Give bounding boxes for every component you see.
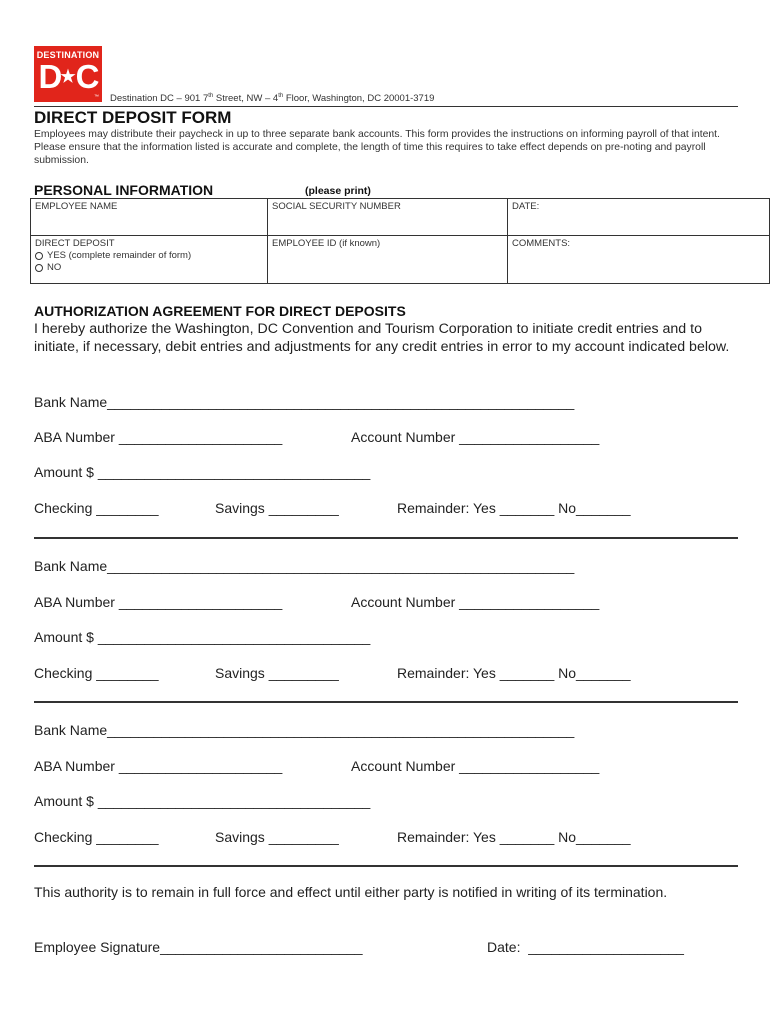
bank-name-field-2[interactable]: Bank Name____________________________________________________________: [34, 558, 575, 574]
amount-field-3[interactable]: Amount $ ___________________________________: [34, 793, 371, 809]
bank-name-field-1[interactable]: Bank Name____________________________________________________________: [34, 394, 575, 410]
trademark-mark: ™: [94, 94, 99, 100]
account-number-field-3[interactable]: Account Number __________________: [351, 758, 600, 774]
savings-field-2[interactable]: Savings _________: [215, 665, 339, 681]
remainder-field-1[interactable]: Remainder: Yes _______ No_______: [397, 500, 631, 516]
employee-id-cell[interactable]: [267, 235, 507, 283]
no-label: NO: [47, 262, 62, 273]
aba-number-field-1[interactable]: ABA Number _____________________: [34, 429, 283, 445]
authorization-text: I hereby authorize the Washington, DC Convention and Tourism Corporation to initiate credit entries and to initiate, if necessary, debit entries and adjustments for any credit entries in error to my account indicated below.: [34, 321, 730, 355]
yes-label: YES (complete remainder of form): [47, 250, 192, 261]
direct-deposit-no-option[interactable]: [35, 262, 263, 273]
signature-date-field[interactable]: Date: ____________________: [487, 939, 684, 955]
account-number-field-2[interactable]: Account Number __________________: [351, 594, 600, 610]
no-radio[interactable]: [35, 264, 43, 272]
logo-line1: DESTINATION: [36, 50, 100, 60]
form-intro: Employees may distribute their paycheck in up to three separate bank accounts. This form provides the instructions on informing payroll of that intent. Please ensure that the information listed is accurate and complete, the length of time this requires to take effect depends on pre-noting and payroll submission.: [34, 129, 720, 166]
destination-dc-logo: [34, 46, 102, 102]
amount-field-1[interactable]: Amount $ ___________________________________: [34, 464, 371, 480]
checking-field-2[interactable]: Checking ________: [34, 665, 159, 681]
amount-field-2[interactable]: Amount $ ___________________________________: [34, 629, 371, 645]
direct-deposit-cell: [31, 235, 267, 283]
employee-name-cell[interactable]: [31, 199, 267, 235]
authorization-heading: AUTHORIZATION AGREEMENT FOR DIRECT DEPOSITS: [34, 303, 406, 319]
form-title: DIRECT DEPOSIT FORM: [34, 108, 232, 127]
comments-label: COMMENTS:: [512, 238, 571, 249]
checking-field-3[interactable]: Checking ________: [34, 829, 159, 845]
employee-id-label: EMPLOYEE ID (if known): [272, 238, 381, 249]
employee-name-label: EMPLOYEE NAME: [35, 201, 118, 212]
ssn-label: SOCIAL SECURITY NUMBER: [272, 201, 401, 212]
personal-info-table: [30, 198, 770, 284]
logo-letter-d: D: [38, 58, 61, 95]
employee-signature-field[interactable]: Employee Signature__________________________: [34, 939, 363, 955]
savings-field-3[interactable]: Savings _________: [215, 829, 339, 845]
comments-cell[interactable]: [507, 235, 769, 283]
organization-address: Destination DC – 901 7th Street, NW – 4th Floor, Washington, DC 20001-3719: [110, 93, 435, 105]
please-print-note: (please print): [305, 185, 371, 197]
account-divider-1: [34, 537, 738, 539]
account-number-field-1[interactable]: Account Number __________________: [351, 429, 600, 445]
yes-radio[interactable]: [35, 252, 43, 260]
bank-name-field-3[interactable]: Bank Name____________________________________________________________: [34, 722, 575, 738]
aba-number-field-2[interactable]: ABA Number _____________________: [34, 594, 283, 610]
savings-field-1[interactable]: Savings _________: [215, 500, 339, 516]
direct-deposit-yes-option[interactable]: [35, 250, 263, 261]
header-divider: [34, 106, 738, 107]
remainder-field-3[interactable]: Remainder: Yes _______ No_______: [397, 829, 631, 845]
direct-deposit-label: DIRECT DEPOSIT: [35, 238, 115, 249]
star-icon: ★: [60, 67, 76, 86]
aba-number-field-3[interactable]: ABA Number _____________________: [34, 758, 283, 774]
account-divider-2: [34, 701, 738, 703]
date-label: DATE:: [512, 201, 540, 212]
date-cell[interactable]: [507, 199, 769, 235]
personal-info-heading: PERSONAL INFORMATION: [34, 182, 214, 198]
account-divider-3: [34, 865, 738, 867]
logo-letter-c: C: [75, 58, 98, 95]
ssn-cell[interactable]: [267, 199, 507, 235]
authority-statement: This authority is to remain in full force and effect until either party is notified in writing of its termination.: [34, 884, 668, 900]
checking-field-1[interactable]: Checking ________: [34, 500, 159, 516]
logo-line2: [34, 60, 102, 94]
remainder-field-2[interactable]: Remainder: Yes _______ No_______: [397, 665, 631, 681]
